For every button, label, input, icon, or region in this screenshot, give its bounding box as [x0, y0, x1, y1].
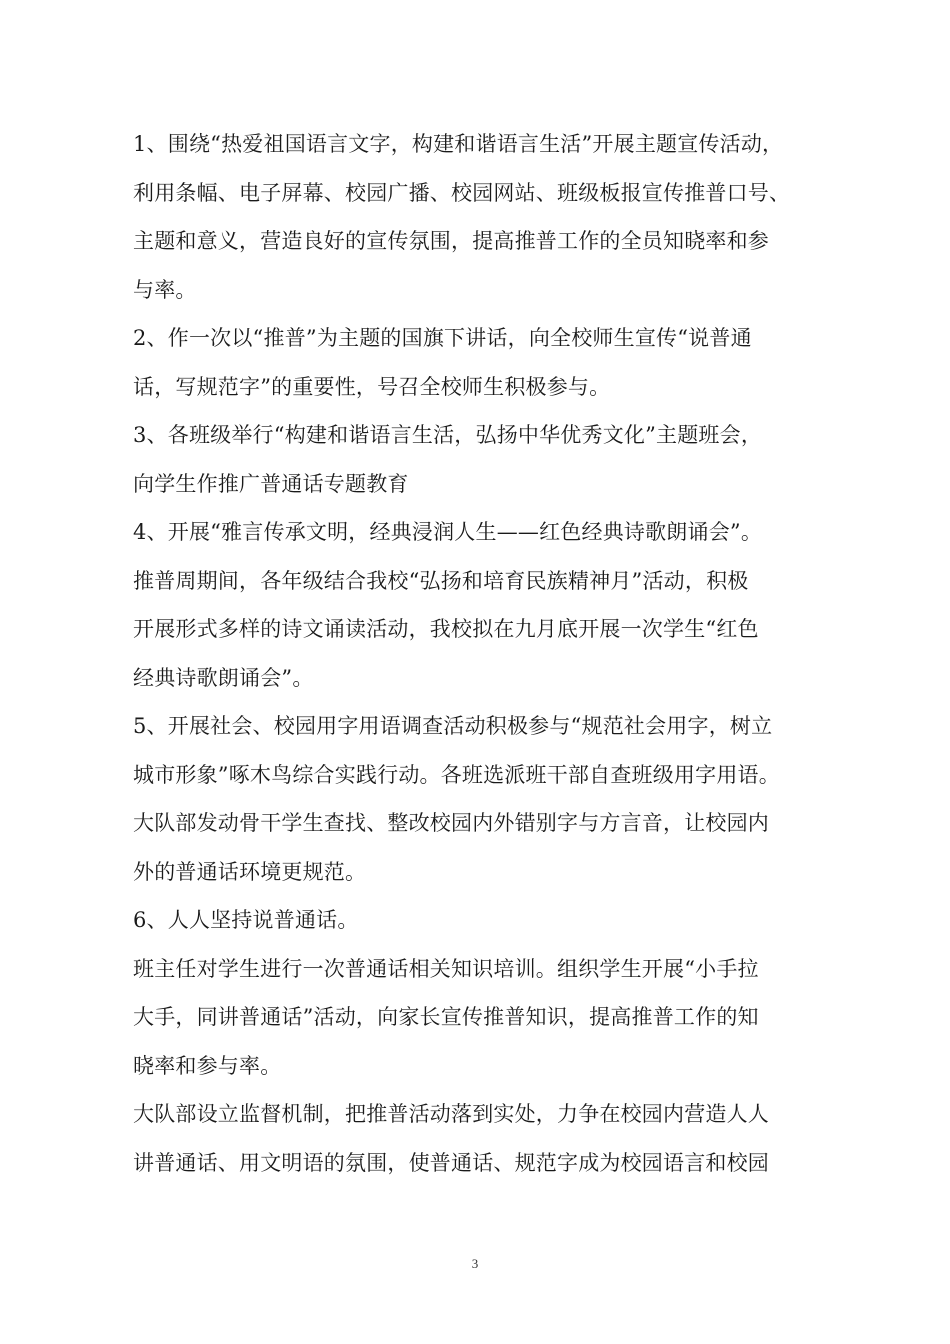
text-line: 6、人人坚持说普通话。 [133, 908, 359, 932]
text-line: 外的普通话环境更规范。 [133, 859, 367, 884]
text-line: 5、开展社会、校园用字用语调查活动积极参与“规范社会用字，树立 [133, 714, 773, 738]
text-line: 晓率和参与率。 [133, 1053, 282, 1078]
document-body [133, 120, 833, 1187]
text-line: 经典诗歌朗诵会”。 [133, 665, 314, 690]
text-line: 向学生作推广普通话专题教育 [133, 471, 409, 496]
text-line: 与率。 [133, 277, 197, 302]
text-line: 主题和意义，营造良好的宣传氛围，提高推普工作的全员知晓率和参 [133, 229, 769, 253]
text-line: 大队部设立监督机制，把推普活动落到实处，力争在校园内营造人人 [133, 1102, 769, 1126]
text-line: 大队部发动骨干学生查找、整改校园内外错别字与方言音，让校园内 [133, 811, 769, 835]
text-line: 1、围绕“热爱祖国语言文字，构建和谐语言生活”开展主题宣传活动， [133, 132, 784, 156]
text-line: 开展形式多样的诗文诵读活动，我校拟在九月底开展一次学生“红色 [133, 617, 759, 641]
text-line: 推普周期间，各年级结合我校“弘扬和培育民族精神月”活动，积极 [133, 568, 749, 593]
text-line: 4、开展“雅言传承文明，经典浸润人生——红色经典诗歌朗诵会”。 [133, 520, 763, 544]
text-line: 大手，同讲普通话”活动，向家长宣传推普知识，提高推普工作的知 [133, 1005, 759, 1029]
text-line: 城市形象”啄木鸟综合实践行动。各班选派班干部自查班级用字用语。 [133, 762, 780, 787]
text-line: 话，写规范字”的重要性，号召全校师生积极参与。 [133, 374, 611, 399]
text-line: 班主任对学生进行一次普通话相关知识培训。组织学生开展“小手拉 [133, 956, 759, 981]
text-line: 3、各班级举行“构建和谐语言生活，弘扬中华优秀文化”主题班会， [133, 423, 763, 447]
text-line: 利用条幅、电子屏幕、校园广播、校园网站、班级板报宣传推普口号、 [133, 180, 791, 205]
page-number: 3 [471, 1256, 479, 1271]
text-line: 讲普通话、用文明语的氛围，使普通话、规范字成为校园语言和校园 [133, 1150, 769, 1175]
text-line: 2、作一次以“推普”为主题的国旗下讲话，向全校师生宣传“说普通 [133, 326, 752, 350]
